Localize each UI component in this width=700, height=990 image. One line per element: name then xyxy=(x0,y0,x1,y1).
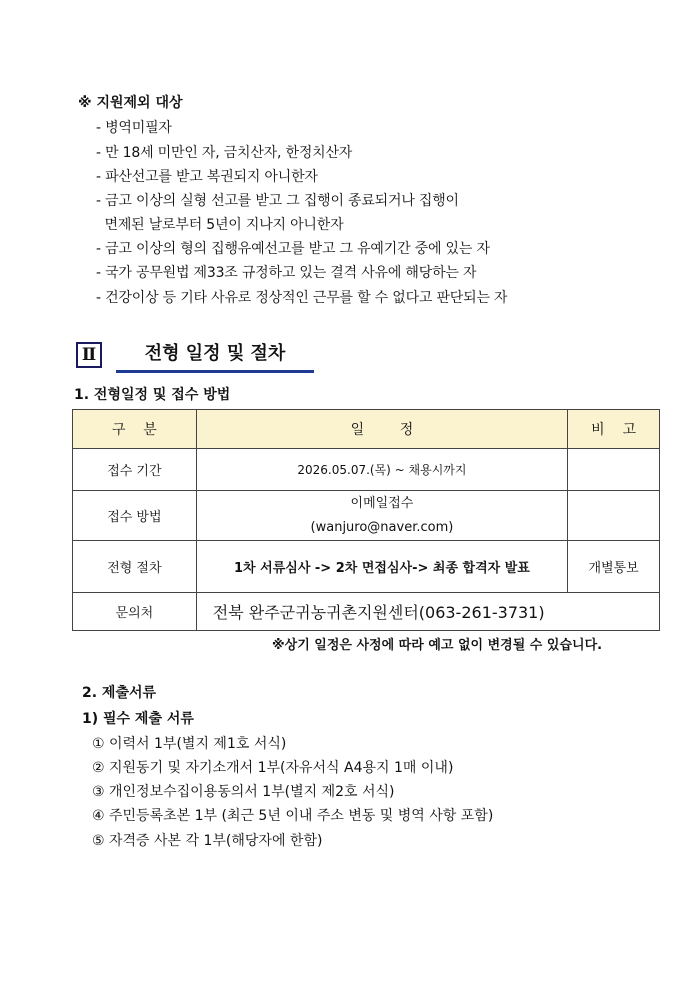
row-schedule: 이메일접수 xyxy=(350,495,414,511)
exclusion-item: - 파산선고를 받고 복권되지 아니한자 xyxy=(96,169,318,185)
row-schedule-email: (wanjuro@naver.com) xyxy=(310,519,454,535)
row-schedule: 전북 완주군귀농귀촌지원센터(063-261-3731) xyxy=(196,593,659,631)
document-item: ⑤ 자격증 사본 각 1부(해당자에 한함) xyxy=(92,833,323,849)
table-header-row xyxy=(73,410,660,449)
row-schedule-cell xyxy=(196,491,567,541)
row-note xyxy=(568,449,660,491)
schedule-footnote: ※상기 일정은 사정에 따라 예고 없이 변경될 수 있습니다. xyxy=(272,638,603,653)
schedule-heading: 1. 전형일정 및 접수 방법 xyxy=(74,387,231,403)
exclusion-item: - 국가 공무원법 제33조 규정하고 있는 결격 사유에 해당하는 자 xyxy=(96,265,477,281)
table-row xyxy=(73,449,660,491)
row-label: 접수 기간 xyxy=(73,449,197,491)
schedule-table xyxy=(72,409,660,631)
table-row xyxy=(73,593,660,631)
header-note: 비 고 xyxy=(568,410,660,449)
exclusion-item: - 금고 이상의 형의 집행유예선고를 받고 그 유예기간 중에 있는 자 xyxy=(96,241,490,257)
header-schedule: 일 정 xyxy=(196,410,567,449)
table-row xyxy=(73,491,660,541)
row-note: 개별통보 xyxy=(568,541,660,593)
section-title: 전형 일정 및 절차 xyxy=(116,340,314,373)
exclusion-item: - 금고 이상의 실형 선고를 받고 그 집행이 종료되거나 집행이 xyxy=(96,193,459,209)
row-schedule: 1차 서류심사 -> 2차 면접심사-> 최종 합격자 발표 xyxy=(196,541,567,593)
row-note xyxy=(568,491,660,541)
exclusion-item: 면제된 날로부터 5년이 지나지 아니한자 xyxy=(96,217,344,233)
header-category: 구 분 xyxy=(73,410,197,449)
row-label: 문의처 xyxy=(73,593,197,631)
exclusion-item: - 만 18세 미만인 자, 금치산자, 한정치산자 xyxy=(96,145,353,161)
document-item: ④ 주민등록초본 1부 (최근 5년 이내 주소 변동 및 병역 사항 포함) xyxy=(92,808,494,824)
section-header xyxy=(76,340,316,372)
section-number: Ⅱ xyxy=(76,342,102,368)
exclusion-title: ※ 지원제외 대상 xyxy=(78,95,183,111)
documents-heading: 2. 제출서류 xyxy=(82,685,157,701)
document-item: ① 이력서 1부(별지 제1호 서식) xyxy=(92,736,287,752)
row-schedule: 2026.05.07.(목) ~ 채용시까지 xyxy=(196,449,567,491)
document-item: ③ 개인정보수집이용동의서 1부(별지 제2호 서식) xyxy=(92,784,395,800)
row-label: 접수 방법 xyxy=(73,491,197,541)
exclusion-item: - 건강이상 등 기타 사유로 정상적인 근무를 할 수 없다고 판단되는 자 xyxy=(96,290,508,306)
exclusion-item: - 병역미필자 xyxy=(96,120,172,136)
document-item: ② 지원동기 및 자기소개서 1부(자유서식 A4용지 1매 이내) xyxy=(92,760,454,776)
documents-subheading: 1) 필수 제출 서류 xyxy=(82,711,194,727)
row-label: 전형 절차 xyxy=(73,541,197,593)
table-row xyxy=(73,541,660,593)
